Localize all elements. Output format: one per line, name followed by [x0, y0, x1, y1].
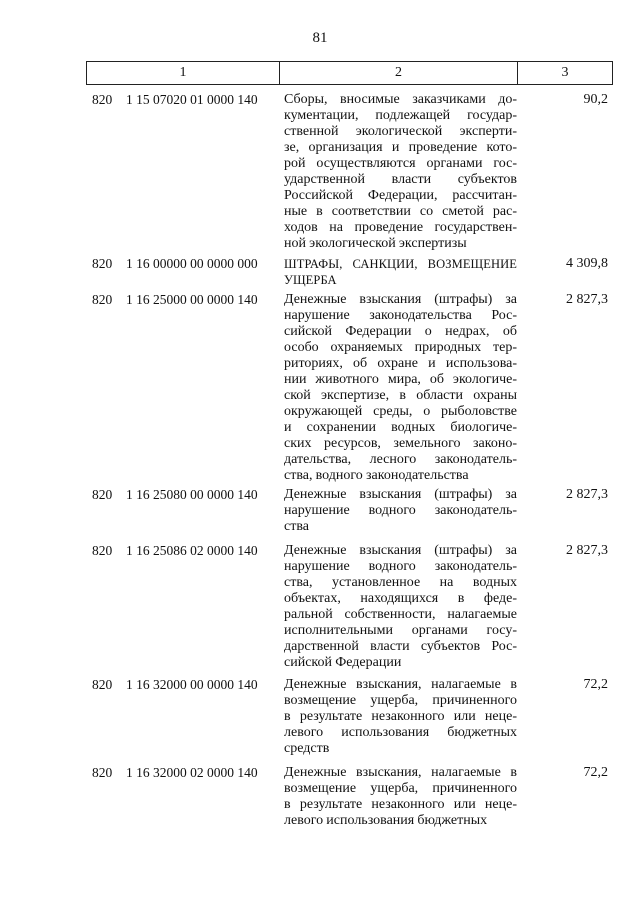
description-line: Денежные взыскания, налагаемые в [284, 677, 517, 692]
amount: 4 309,8 [566, 256, 608, 271]
column-header-2: 2 [280, 62, 518, 85]
classification-code: 1 16 25000 00 0000 140 [126, 292, 258, 307]
admin-code: 820 [92, 543, 113, 558]
classification-code: 1 16 32000 02 0000 140 [126, 765, 258, 780]
description-line: исполнительными органами госу- [284, 623, 517, 638]
description [284, 677, 517, 757]
column-header-row [87, 62, 613, 85]
classification-code: 1 16 00000 00 0000 000 [126, 256, 258, 271]
description-line: ства, установленное на водных [284, 575, 517, 590]
description [284, 292, 517, 484]
description-line: левого использования бюджетных [284, 813, 488, 828]
amount: 90,2 [583, 92, 608, 107]
description-line: ходов на проведение государствен- [284, 220, 517, 235]
description-line: объектах, находящихся в феде- [284, 591, 517, 606]
description-line: окружающей среды, о рыболовстве [284, 404, 517, 419]
description-line: нии животного мира, об экологиче- [284, 372, 517, 387]
description-line: ской экспертизе, в области охраны [284, 388, 517, 403]
column-header-table [86, 61, 613, 85]
description-line: Денежные взыскания (штрафы) за [284, 543, 517, 558]
description-line: дарственной власти субъектов Рос- [284, 639, 517, 654]
budget-code [92, 487, 278, 503]
amount: 72,2 [583, 677, 608, 692]
budget-code [92, 543, 278, 559]
description-line: нарушение водного законодатель- [284, 559, 517, 574]
description-line: Денежные взыскания (штрафы) за [284, 292, 517, 307]
description-line: Сборы, вносимые заказчиками до- [284, 92, 517, 107]
description-line: в результате незаконного или неце- [284, 797, 517, 812]
description-line: возмещение ущерба, причиненного [284, 781, 517, 796]
column-header-1: 1 [87, 62, 280, 85]
description-line: риториях, об охране и использова- [284, 356, 517, 371]
classification-code: 1 16 25080 00 0000 140 [126, 487, 258, 502]
admin-code: 820 [92, 765, 113, 780]
budget-code [92, 677, 278, 693]
budget-code [92, 765, 278, 781]
description-line: сийской Федерации [284, 655, 402, 670]
admin-code: 820 [92, 292, 113, 307]
description-line: особо охраняемых природных тер- [284, 340, 517, 355]
classification-code: 1 16 25086 02 0000 140 [126, 543, 258, 558]
amount: 2 827,3 [566, 543, 608, 558]
description [284, 543, 517, 671]
description-line: ные в соответствии со сметой рас- [284, 204, 517, 219]
description-line: УЩЕРБА [284, 273, 337, 287]
description [284, 765, 517, 829]
description-line: зе, организация и проведение кото- [284, 140, 517, 155]
description [284, 487, 517, 535]
description-line: средств [284, 741, 330, 756]
budget-code [92, 256, 278, 272]
classification-code: 1 16 32000 00 0000 140 [126, 677, 258, 692]
admin-code: 820 [92, 677, 113, 692]
description-line: и сохранении водных биологиче- [284, 420, 517, 435]
amount: 72,2 [583, 765, 608, 780]
description [284, 92, 517, 252]
description-line: возмещение ущерба, причиненного [284, 693, 517, 708]
description-line: нарушение законодательства Рос- [284, 308, 517, 323]
description [284, 256, 517, 288]
page-number: 81 [312, 30, 328, 46]
description-line: ственной экологической эксперти- [284, 124, 517, 139]
description-line: левого использования бюджетных [284, 725, 517, 740]
amount: 2 827,3 [566, 487, 608, 502]
description-line: Российской Федерации, рассчитан- [284, 188, 517, 203]
description-line: нарушение водного законодатель- [284, 503, 517, 518]
description-line: рой осуществляются органами гос- [284, 156, 517, 171]
description-line: ной экологической экспертизы [284, 236, 467, 251]
admin-code: 820 [92, 92, 113, 107]
description-line: ства, водного законодательства [284, 468, 469, 483]
description-line: дательства, лесного законодатель- [284, 452, 517, 467]
description-line: ральной собственности, налагаемые [284, 607, 517, 622]
description-line: ских ресурсов, земельного законо- [284, 436, 517, 451]
column-header-3: 3 [518, 62, 613, 85]
budget-code [92, 92, 278, 108]
admin-code: 820 [92, 487, 113, 502]
description-line: в результате незаконного или неце- [284, 709, 517, 724]
amount: 2 827,3 [566, 292, 608, 307]
description-line: ударственной власти субъектов [284, 172, 517, 187]
description-line: Денежные взыскания, налагаемые в [284, 765, 517, 780]
description-line: ШТРАФЫ, САНКЦИИ, ВОЗМЕЩЕНИЕ [284, 257, 517, 271]
classification-code: 1 15 07020 01 0000 140 [126, 92, 258, 107]
description-line: Денежные взыскания (штрафы) за [284, 487, 517, 502]
description-line: сийской Федерации о недрах, об [284, 324, 517, 339]
description-line: ства [284, 519, 309, 534]
admin-code: 820 [92, 256, 113, 271]
budget-code [92, 292, 278, 308]
description-line: кументации, подлежащей государ- [284, 108, 517, 123]
